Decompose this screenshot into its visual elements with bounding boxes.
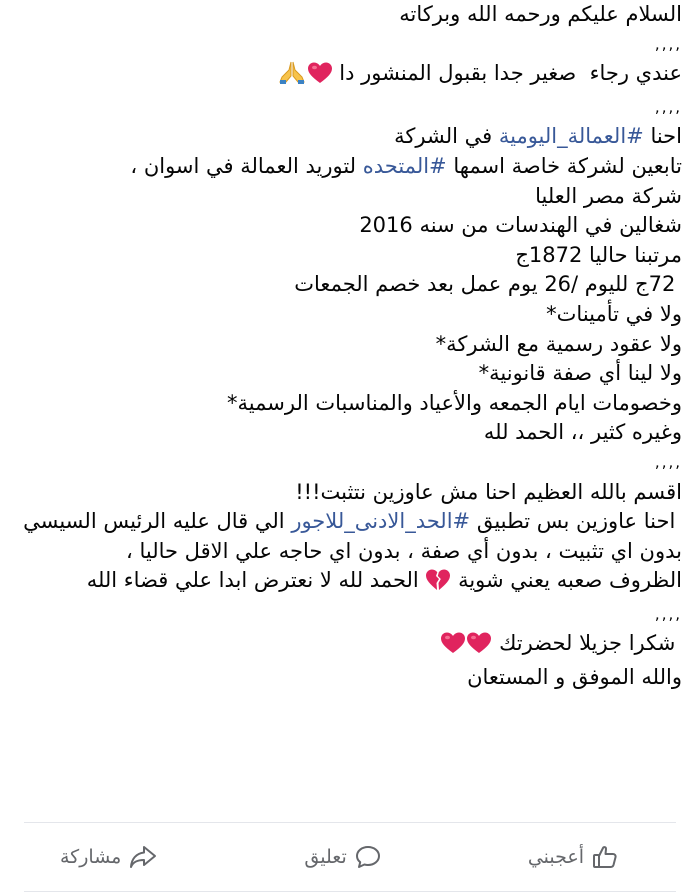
like-label: أعجبني bbox=[527, 846, 584, 868]
hashtag-company[interactable]: #المتحده bbox=[362, 153, 447, 178]
comment-label: تعليق bbox=[304, 846, 347, 868]
company-line bbox=[14, 152, 682, 182]
hashtag-daily-labor[interactable]: #العمالة_اليومية bbox=[498, 124, 644, 149]
red-heart-icon bbox=[467, 632, 491, 663]
closing-line: والله الموفق و المستعان bbox=[467, 665, 682, 690]
intro-text: احنا bbox=[643, 124, 682, 149]
separator: ,,,, bbox=[654, 604, 682, 623]
company-text: تابعين لشركة خاصة اسمها bbox=[446, 153, 682, 178]
deductions-line: وخصومات ايام الجمعه والأعياد والمناسبات الرسمية* bbox=[227, 390, 682, 415]
thumbs-up-icon bbox=[592, 844, 618, 870]
request-text: عندي رجاء صغير جدا بقبول المنشور دا bbox=[339, 61, 682, 86]
separator: ,,,, bbox=[654, 97, 682, 116]
praying-hands-icon bbox=[278, 60, 306, 93]
much-more-line: وغيره كثير ،، الحمد لله bbox=[483, 420, 682, 445]
separator: ,,,, bbox=[654, 34, 682, 53]
intro-line bbox=[14, 122, 682, 152]
no-insurance-line: ولا في تأمينات* bbox=[546, 301, 682, 326]
comment-bubble-icon bbox=[355, 844, 381, 870]
conditions-line-1: بدون اي تثبيت ، بدون أي صفة ، بدون اي حاجه علي الاقل حاليا ، bbox=[126, 538, 682, 563]
thanks-line bbox=[14, 629, 682, 663]
red-heart-icon bbox=[441, 632, 465, 663]
demand-text: احنا عاوزين بس تطبيق bbox=[470, 509, 682, 534]
demand-suffix: الي قال عليه الرئيس السيسي bbox=[23, 509, 292, 534]
post-action-bar bbox=[24, 822, 676, 892]
share-button[interactable] bbox=[60, 844, 157, 870]
oath-line: اقسم بالله العظيم احنا مش عاوزين نتثبت!!! bbox=[295, 479, 682, 504]
separator: ,,,, bbox=[654, 452, 682, 471]
salary-line: مرتبنا حاليا 1872ج bbox=[515, 242, 682, 267]
like-button[interactable] bbox=[528, 844, 618, 870]
intro-suffix: في الشركة bbox=[394, 124, 499, 149]
hashtag-minimum-wage[interactable]: #الحد_الادنى_للاجور bbox=[291, 509, 471, 534]
working-since-line: شغالين في الهندسات من سنه 2016 bbox=[359, 213, 682, 238]
broken-heart-icon bbox=[426, 569, 450, 600]
no-contracts-line: ولا عقود رسمية مع الشركة* bbox=[435, 331, 682, 356]
no-legal-status-line: ولا لينا أي صفة قانونية* bbox=[478, 361, 682, 386]
demand-line bbox=[14, 507, 682, 537]
share-arrow-icon bbox=[129, 844, 157, 870]
conditions-line-2 bbox=[14, 566, 682, 600]
comment-button[interactable] bbox=[304, 844, 380, 870]
conditions-suffix: الحمد لله لا نعترض ابدا علي قضاء الله bbox=[86, 568, 426, 593]
greeting-line: السلام عليكم ورحمه الله وبركاته bbox=[399, 2, 682, 26]
request-line bbox=[14, 59, 682, 93]
thanks-text: شكرا جزيلا لحضرتك bbox=[499, 631, 682, 656]
conditions-text: الظروف صعبه يعني شوية bbox=[451, 568, 682, 593]
daily-rate-line: 72ج لليوم /26 يوم عمل بعد خصم الجمعات bbox=[294, 272, 682, 297]
red-heart-icon bbox=[308, 62, 332, 93]
company-suffix: لتوريد العمالة في اسوان ، bbox=[130, 153, 363, 178]
share-label: مشاركة bbox=[60, 846, 122, 868]
company-line-2: شركة مصر العليا bbox=[535, 183, 682, 208]
